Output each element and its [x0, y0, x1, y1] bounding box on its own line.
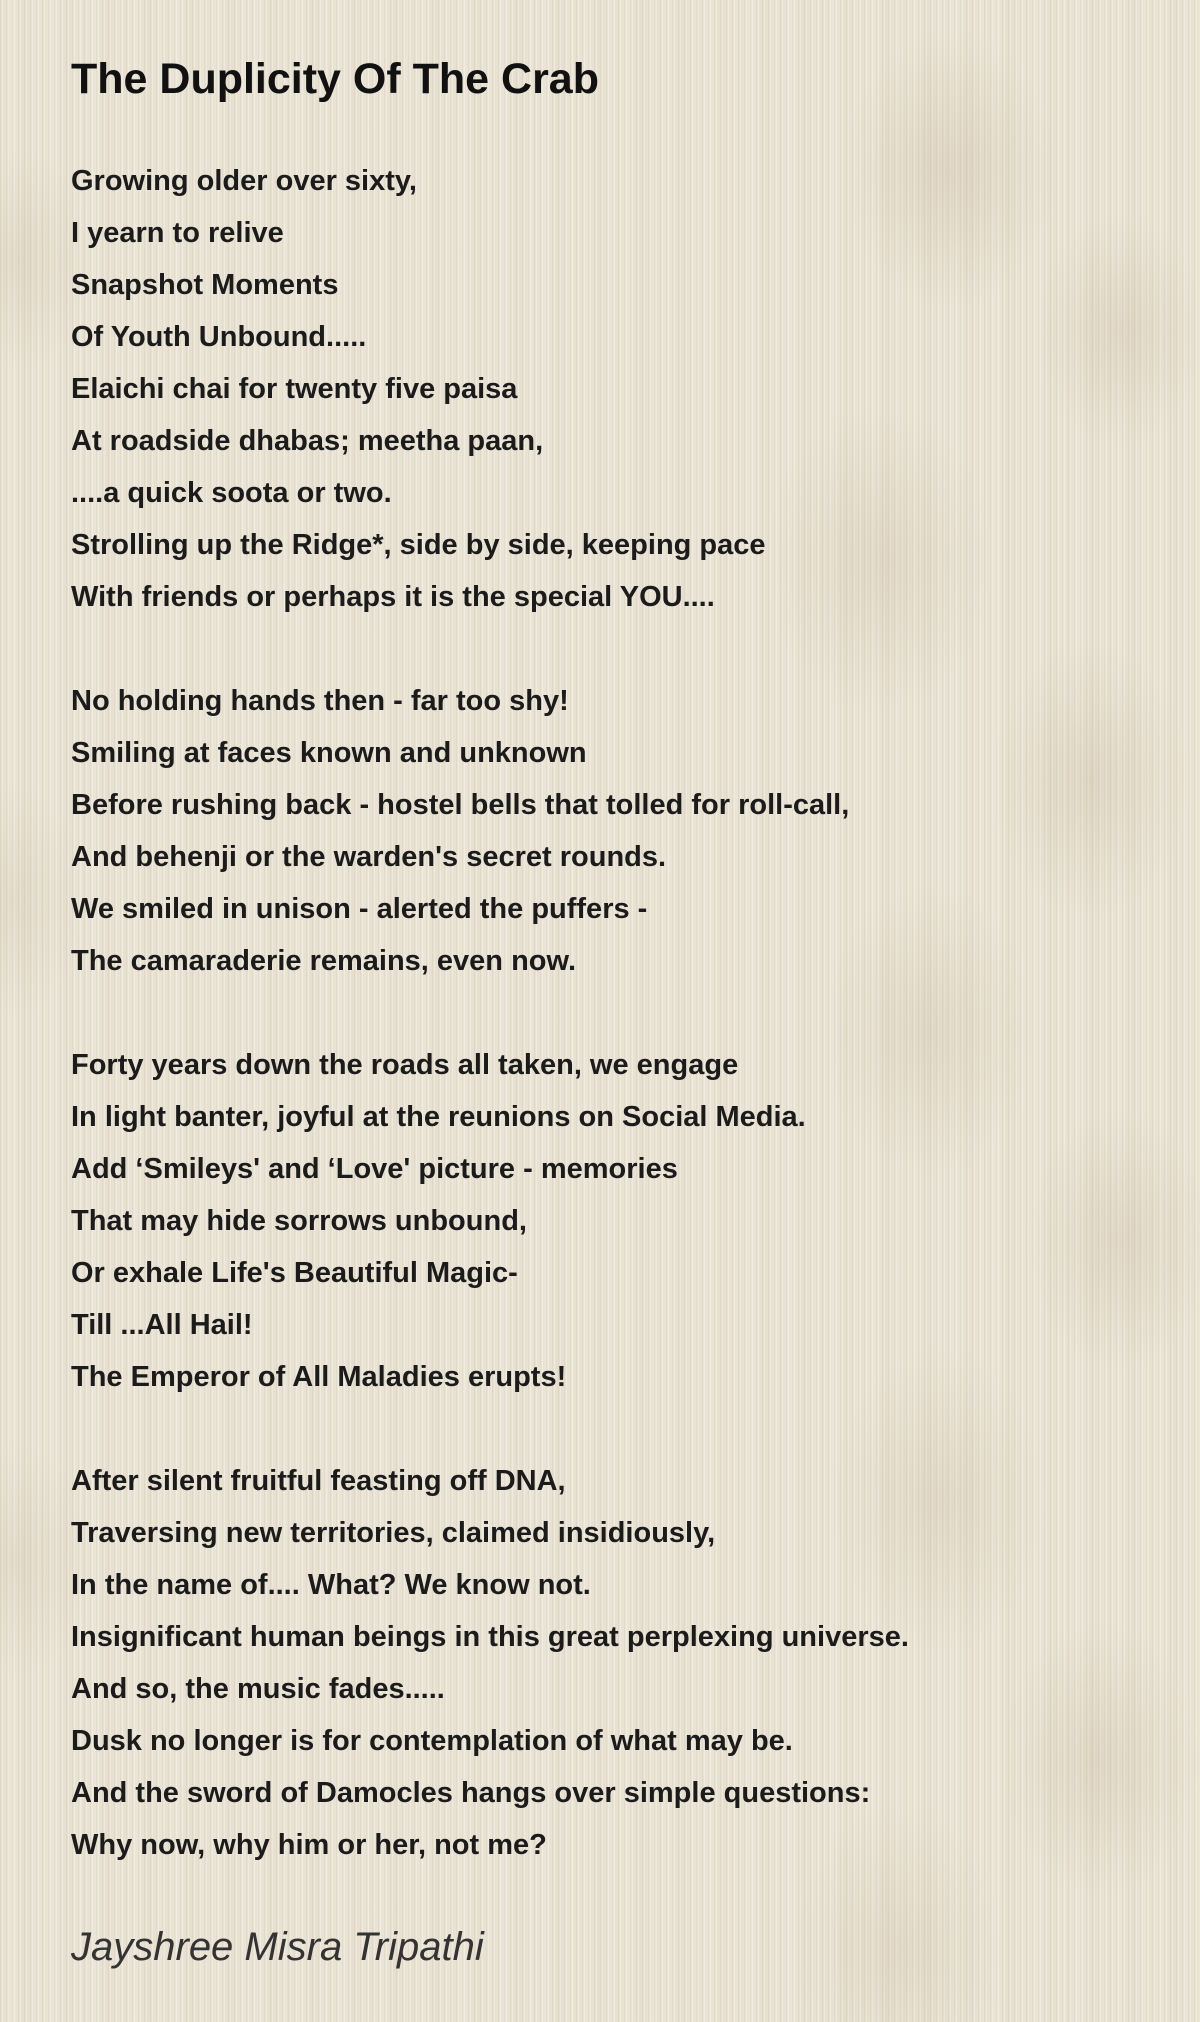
poem-line: After silent fruitful feasting off DNA, [71, 1465, 566, 1497]
poem-line: And so, the music fades..... [71, 1673, 445, 1705]
stanza [71, 1039, 1140, 1403]
poem-line: And behenji or the warden's secret rounds. [71, 841, 667, 873]
poem-line: The Emperor of All Maladies erupts! [71, 1361, 567, 1393]
poem-line: Insignificant human beings in this great perplexing universe. [71, 1621, 909, 1653]
poem-line: Forty years down the roads all taken, we engage [71, 1049, 739, 1081]
poem-line: ....a quick soota or two. [71, 477, 392, 509]
poem-author-signature: Jayshree Misra Tripathi [71, 1925, 484, 1969]
poem-line: Till ...All Hail! [71, 1309, 253, 1341]
poem-line: In the name of.... What? We know not. [71, 1569, 591, 1601]
poem-title: The Duplicity Of The Crab [71, 55, 599, 103]
poem-line: Of Youth Unbound..... [71, 321, 367, 353]
poem-line: At roadside dhabas; meetha paan, [71, 425, 544, 457]
poem-line: With friends or perhaps it is the special YOU.... [71, 581, 715, 613]
poem-line: And the sword of Damocles hangs over simple questions: [71, 1777, 871, 1809]
poem-line: In light banter, joyful at the reunions on Social Media. [71, 1101, 806, 1133]
poem-line: Strolling up the Ridge*, side by side, keeping pace [71, 529, 766, 561]
poem-line: Before rushing back - hostel bells that tolled for roll-call, [71, 789, 850, 821]
poem-line: Traversing new territories, claimed insidiously, [71, 1517, 716, 1549]
stanza [71, 1455, 1140, 1871]
poem-line: Dusk no longer is for contemplation of what may be. [71, 1725, 793, 1757]
poem-line: Why now, why him or her, not me? [71, 1829, 547, 1861]
poem-line: Add ‘Smileys' and ‘Love' picture - memories [71, 1153, 678, 1185]
poem-line: That may hide sorrows unbound, [71, 1205, 527, 1237]
poem-line: The camaraderie remains, even now. [71, 945, 577, 977]
poem-line: Or exhale Life's Beautiful Magic- [71, 1257, 518, 1289]
stanza [71, 675, 1140, 987]
poem-line: Elaichi chai for twenty five paisa [71, 373, 518, 405]
poem-line: We smiled in unison - alerted the puffers - [71, 893, 648, 925]
poem-body [71, 155, 1140, 1871]
poem-line: I yearn to relive [71, 217, 284, 249]
poem-line: Growing older over sixty, [71, 165, 417, 197]
poem-line: Smiling at faces known and unknown [71, 737, 587, 769]
stanza [71, 155, 1140, 623]
poem-line: No holding hands then - far too shy! [71, 685, 569, 717]
poem-line: Snapshot Moments [71, 269, 339, 301]
